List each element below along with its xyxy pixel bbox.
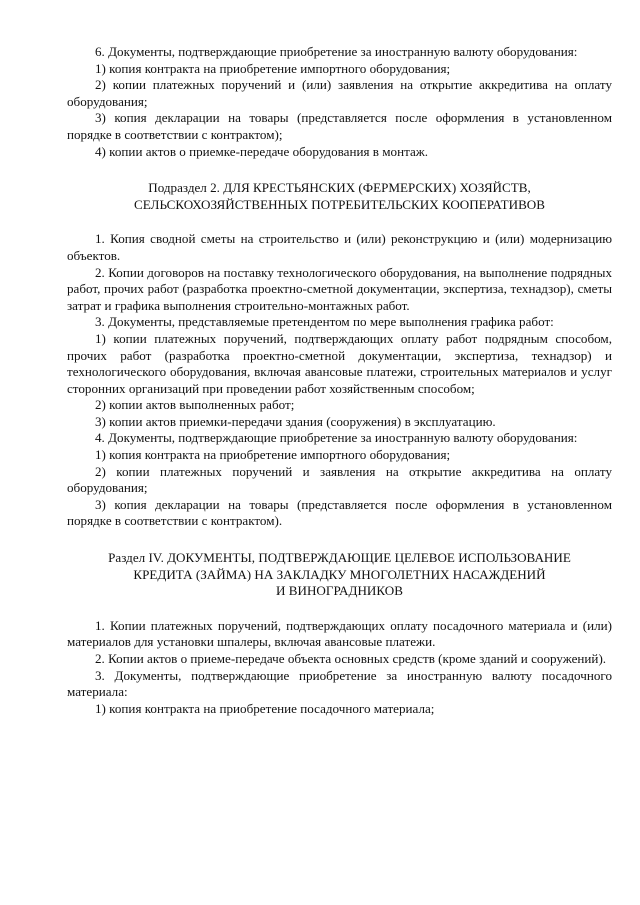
body-paragraph: 6. Документы, подтверждающие приобретение за иностранную валюту оборудования: xyxy=(95,44,578,59)
heading-line: КРЕДИТА (ЗАЙМА) НА ЗАКЛАДКУ МНОГОЛЕТНИХ НАСАЖДЕНИЙ xyxy=(133,566,546,582)
heading-line: СЕЛЬСКОХОЗЯЙСТВЕННЫХ ПОТРЕБИТЕЛЬСКИХ КООПЕРАТИВОВ xyxy=(134,196,545,212)
body-paragraph: 1. Копия сводной сметы на строительство и (или) реконструкцию и (или) модернизацию объектов. xyxy=(67,231,612,263)
body-paragraph: 1) копия контракта на приобретение посадочного материала; xyxy=(95,700,435,716)
heading-line: И ВИНОГРАДНИКОВ xyxy=(276,583,403,599)
body-paragraph: 4. Документы, подтверждающие приобретение за иностранную валюту оборудования: xyxy=(95,430,578,446)
body-paragraph: 3. Документы, подтверждающие приобретение за иностранную валюту посадочного материала: xyxy=(67,667,612,700)
body-paragraph: 2. Копии актов о приеме-передаче объекта основных средств (кроме зданий и сооружений). xyxy=(95,651,607,666)
body-paragraph: 4) копии актов о приемке-передаче оборудования в монтаж. xyxy=(95,143,429,159)
body-paragraph: 3) копии актов приемки-передачи здания (сооружения) в эксплуатацию. xyxy=(95,413,496,429)
section-heading xyxy=(67,180,612,213)
body-paragraph: 1) копия контракта на приобретение импортного оборудования; xyxy=(95,447,451,463)
body-paragraph: 1) копия контракта на приобретение импортного оборудования; xyxy=(95,60,451,76)
body-paragraph: 3) копия декларации на товары (представляется после оформления в установленном порядке в соответствии с контрактом). xyxy=(67,496,612,529)
body-paragraph: 3. Документы, представляемые претендентом по мере выполнения графика работ: xyxy=(95,314,554,330)
body-paragraph: 2) копии актов выполненных работ; xyxy=(95,397,295,413)
body-paragraph: 2) копии платежных поручений и (или) заявления на открытие аккредитива на оплату оборудования; xyxy=(67,77,612,109)
section-heading xyxy=(67,550,612,600)
heading-line: Раздел IV. ДОКУМЕНТЫ, ПОДТВЕРЖДАЮЩИЕ ЦЕЛЕВОЕ ИСПОЛЬЗОВАНИЕ xyxy=(108,550,571,566)
body-paragraph: 3) копия декларации на товары (представляется после оформления в установленном порядке в соответствии с контрактом); xyxy=(67,110,612,142)
heading-line: Подраздел 2. ДЛЯ КРЕСТЬЯНСКИХ (ФЕРМЕРСКИХ) ХОЗЯЙСТВ, xyxy=(148,180,531,196)
body-paragraph: 1) копии платежных поручений, подтверждающих оплату работ подрядным способом, прочих работ (разработка проектно-сметной документации, экспертиза, технадзор) и технологического оборудования, включая авансовые платежи, строительных материалов и услуг сторонних организаций при проведении работ хозяйственным способом; xyxy=(67,330,612,396)
body-paragraph: 2) копии платежных поручений и заявления на открытие аккредитива на оплату оборудования; xyxy=(67,463,612,496)
body-paragraph: 1. Копии платежных поручений, подтверждающих оплату посадочного материала и (или) материалов для установки шпалеры, включая авансовые платежи. xyxy=(67,617,612,650)
body-paragraph: 2. Копии договоров на поставку технологического оборудования, на выполнение подрядных работ, прочих работ (разработка проектно-сметной документации, экспертиза, технадзор), сметы затрат и графика выполнения строительно-монтажных работ. xyxy=(67,264,612,313)
